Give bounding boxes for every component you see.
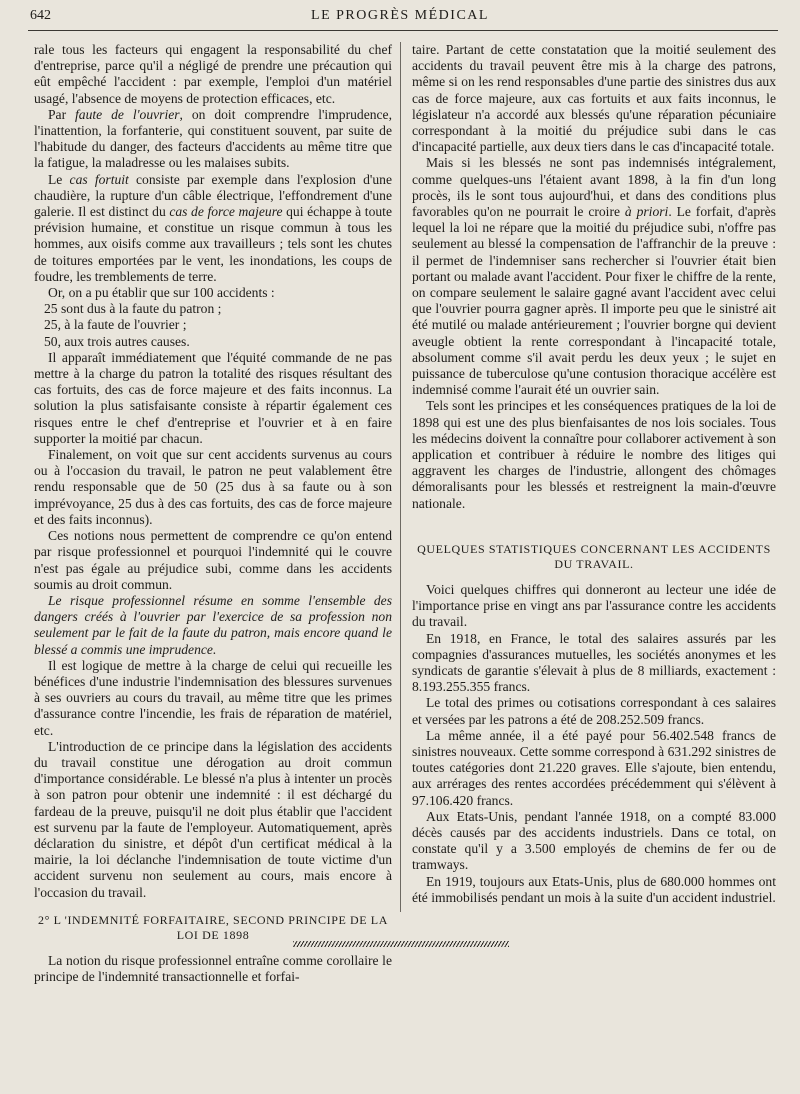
paragraph: Il est logique de mettre à la charge de celui qui recueille les bénéfices d'une industrie l'indemnisation des blessures survenues à ses ouvriers au cours du travail, au même titre que les primes d'assurance contre l'incendie, les frais de réparation de matériel, etc. <box>34 657 392 738</box>
paragraph: Le total des primes ou cotisations correspondant à ces salaires et versées par les patrons a été de 208.252.509 francs. <box>412 695 776 727</box>
running-title: LE PROGRÈS MÉDICAL <box>311 8 489 23</box>
spacer <box>412 512 776 530</box>
list-item: 25, à la faute de l'ouvrier ; <box>44 317 187 333</box>
left-column <box>34 42 392 985</box>
paragraph: En 1918, en France, le total des salaires assurés par les compagnies d'assurances mutuelles, les sociétés anonymes et les syndicats de garantie s'élevait à plus de 8 milliards, exactement : 8.193.255.355 francs. <box>412 630 776 695</box>
section-heading: QUELQUES STATISTIQUES CONCERNANT LES ACCIDENTS DU TRAVAIL. <box>417 541 771 571</box>
paragraph: Aux Etats-Unis, pendant l'année 1918, on a compté 83.000 décès causés par des accidents industriels. Dans ce total, on constate qu'il y a 3.500 employés de chemins de fer ou de tramways. <box>412 808 776 873</box>
paragraph: Il apparaît immédiatement que l'équité commande de ne pas mettre à la charge du patron la totalité des risques résultant des cas fortuits, des cas de force majeure et des faits inconnus. La solution la plus satisfaisante consiste à répartir également ces risques entre le chef d'entreprise et l'ouvrier et à en faire supporter la moitié par chacun. <box>34 349 392 446</box>
end-ornament <box>293 941 509 947</box>
section-heading: 2° L 'INDEMNITÉ FORFAITAIRE, SECOND PRINCIPE DE LA LOI DE 1898 <box>38 912 388 942</box>
page-header <box>0 8 800 28</box>
paragraph: La notion du risque professionnel entraîne comme corollaire le principe de l'indemnité transactionnelle et forfai- <box>34 952 392 984</box>
paragraph: Mais si les blessés ne sont pas indemnisés intégralement, comme quelques-uns l'étaient avant 1898, à la fin d'un long procès, ils le sont tous aujourd'hui, et dans des conditions plus favorables qu'on ne pourrait le croire à priori. Le forfait, d'après lequel la loi ne répare que la moitié du préjudice subi, n'offre pas seulement au blessé la compensation de l'affranchir de la preuve : il permet de l'indemniser sans rechercher si l'ouvrier était bien portant ou malade avant l'accident. Pour fixer le chiffre de la rente, on compare seulement le salaire gagné avant l'accident avec celui que l'ouvrier pourra gagner après. Il importe peu que le sinistré ait été mutilé ou malade antérieurement ; l'ouvrier borgne qui devient aveugle obtient la rente correspondant à l'incapacité totale, absolument comme s'il avait perdu les deux yeux ; le sujet en puissance de tuberculose qu'une contusion thoracique accélère est indemnisé comme l'aurait été un ouvrier sain. <box>412 155 776 398</box>
paragraph: Tels sont les principes et les conséquences pratiques de la loi de 1898 qui est une des plus bienfaisantes de nos lois sociales. Tous les médecins doivent la connaître pour collaborer activement à son application et contribuer à réduire le nombre des litiges qui aggravent les charges de l'industrie, allongent des chômages démoralisants pour les blessés et restreignent la main-d'œuvre nationale. <box>412 398 776 511</box>
page-number: 642 <box>30 8 51 23</box>
header-rule <box>28 30 778 31</box>
paragraph: Le cas fortuit consiste par exemple dans l'explosion d'une chaudière, la rupture d'un câble électrique, l'effondrement d'une galerie. Il est distinct du cas de force majeure qui échappe à toute prévision humaine, et constitue un risque commun à tous les hommes, aux oisifs comme aux travailleurs ; tels sont les chutes de toitures emportées par le vent, les inondations, les coups de foudre, les tremblements de terre. <box>34 171 392 284</box>
paragraph: Finalement, on voit que sur cent accidents survenus au cours ou à l'occasion du travail, le patron ne peut valablement être rendu responsable que de 50 (25 dus à sa faute ou à son imprévoyance, 25 dus à des cas fortuits, des cas de force majeure et des faits inconnus). <box>34 447 392 527</box>
paragraph: rale tous les facteurs qui engagent la responsabilité du chef d'entreprise, parce qu'il a négligé de prendre une précaution qui eût empêché l'accident : par exemple, l'emploi d'un matériel usagé, l'absence de moyens de protection efficaces, etc. <box>34 42 392 106</box>
paragraph: Voici quelques chiffres qui donneront au lecteur une idée de l'importance prise en vingt ans par l'assurance contre les accidents du travail. <box>412 581 776 630</box>
column-divider <box>400 42 401 912</box>
paragraph: Le risque professionnel résume en somme l'ensemble des dangers créés à l'ouvrier par l'exercice de sa profession non seulement par le fait de la faute du patron, mais encore quand le blessé a commis une imprudence. <box>34 592 392 657</box>
paragraph: taire. Partant de cette constatation que la moitié seulement des accidents du travail peuvent être mis à la charge des patrons, même si on les rend responsables d'une partie des sinistres dus aux cas de force majeure, aux cas fortuits et aux faits inconnus, le législateur n'a accordé aux blessés qu'une réparation pécuniaire correspondant à la moitié du préjudice subi dans le cas d'incapacité partielle, aux deux tiers dans le cas d'incapacité totale. <box>412 42 776 155</box>
paragraph: L'introduction de ce principe dans la législation des accidents du travail constitue une dérogation au droit commun d'importance considérable. Le blessé n'a plus à intenter un procès à son patron pour obtenir une indemnité : il est déchargé du fardeau de la preuve, puisqu'il ne doit plus établir que l'accident est survenu par la faute de l'employeur. Automatiquement, après déclaration du sinistre, et dépôt d'un certificat médical à la mairie, la loi déclanche l'indemnisation de toute victime d'un accident survenu non seulement au cours, mais encore à l'occasion du travail. <box>34 738 392 900</box>
paragraph: Ces notions nous permettent de comprendre ce qu'on entend par risque professionnel et pourquoi l'indemnité qui le couvre n'est pas égale au préjudice subi, comme dans les accidents soumis au droit commun. <box>34 528 392 592</box>
paragraph: En 1919, toujours aux Etats-Unis, plus de 680.000 hommes ont été immobilisés pendant un mois à la suite d'un accident industriel. <box>412 873 776 905</box>
list-item: 50, aux trois autres causes. <box>44 333 190 349</box>
list-item: 25 sont dus à la faute du patron ; <box>44 301 222 317</box>
paragraph: La même année, il a été payé pour 56.402.548 francs de sinistres nouveaux. Cette somme correspond à 631.292 sinistres de toutes catégories dont 21.220 graves. Elle s'ajoute, bien entendu, aux arrérages des rentes accordées précédemment qui s'élèvent à 97.106.420 francs. <box>412 727 776 808</box>
paragraph: Par faute de l'ouvrier, on doit comprendre l'imprudence, l'inattention, la forfanterie, qui constituent souvent, par suite de l'habitude du danger, des facteurs d'accidents au même titre que la fatigue, la maladresse ou les malaises subits. <box>34 106 392 171</box>
paragraph: Or, on a pu établir que sur 100 accidents : <box>48 285 275 301</box>
right-column <box>412 42 776 906</box>
